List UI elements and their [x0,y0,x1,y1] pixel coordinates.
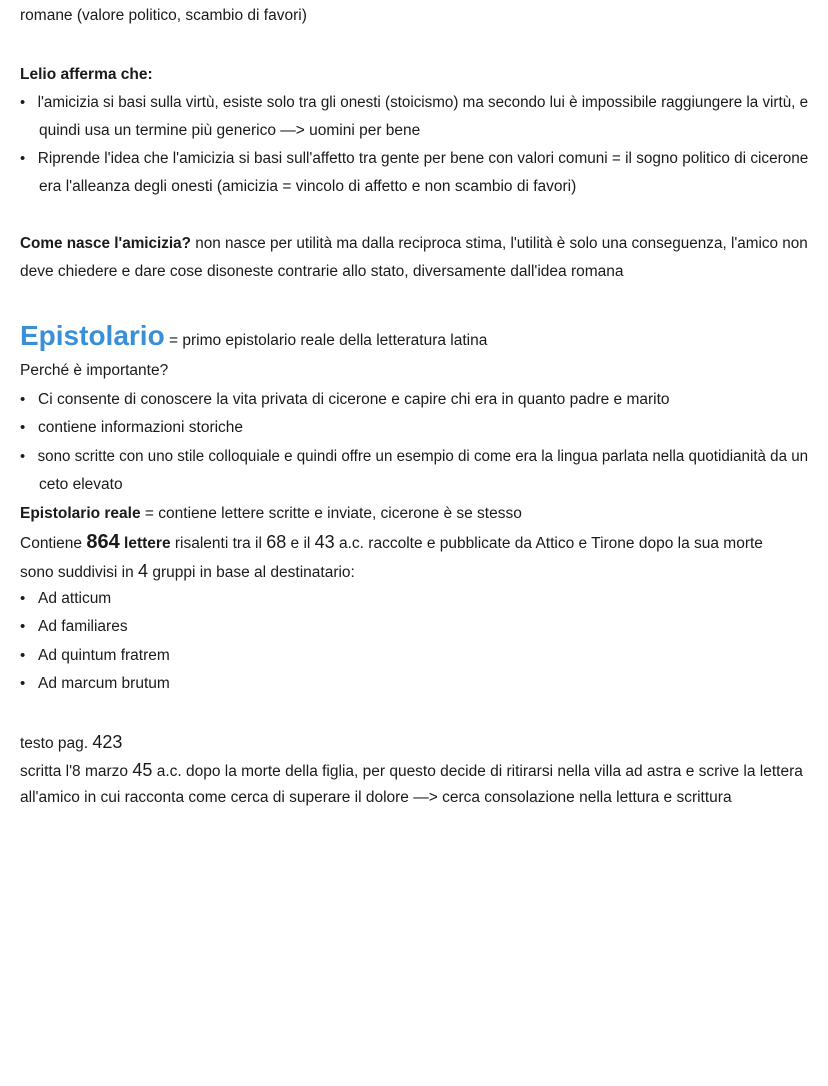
gruppo-item-label: Ad marcum brutum [38,675,170,692]
nascita-question: Come nasce l'amicizia? [20,235,192,252]
bullet-dot-icon: • [20,94,26,111]
bullet-dot-icon: • [20,150,26,167]
testo-line-1 [20,756,808,786]
gruppi-pre: sono suddivisi in [20,564,139,581]
lelio-bullet-2 [20,145,808,173]
gruppo-item [20,613,808,641]
epistolario-reale-rest: = contiene lettere scritte e inviate, cicerone è se stesso [140,505,522,522]
nascita-line-1 [20,230,808,258]
epistolario-bullet-2 [20,414,808,442]
gruppo-item-label: Ad atticum [38,590,112,607]
bullet-dot-icon: • [20,647,26,664]
gruppo-item-label: Ad quintum fratrem [38,647,170,664]
bullet-dot-icon: • [20,675,26,692]
epistolario-bullet-3-line2: ceto elevato [39,476,123,493]
testo-line1-pre: scritta l'8 marzo [20,763,133,780]
epistolario-heading-line [20,318,808,359]
testo-line1-num: 45 [132,760,153,780]
bullet-dot-icon: • [20,618,26,635]
contiene-bold: lettere [119,535,171,552]
contiene-mid2: e il [286,535,315,552]
testo-label-line [20,728,808,758]
epistolario-heading-rest: = primo epistolario reale della letteratura latina [164,332,488,349]
testo-line1-rest: a.c. dopo la morte della figlia, per questo decide di ritirarsi nella villa ad astra e scrive la lettera [152,763,803,780]
lelio-bullet-1-line2: quindi usa un termine più generico —> uomini per bene [39,122,421,139]
epistolario-reale-line [20,500,808,528]
testo-line-2: all'amico in cui racconta come cerca di superare il dolore —> cerca consolazione nella lettura e scrittura [20,789,732,806]
contiene-n2: 43 [314,532,335,552]
epistolario-bullet-1-line1: Ci consente di conoscere la vita privata di cicerone e capire chi era in quanto padre e marito [38,391,670,408]
epistolario-bullet-3-line1: sono scritte con uno stile colloquiale e quindi offre un esempio di come era la lingua parlata nella quotidianità da un [37,448,809,465]
bullet-dot-icon: • [20,448,26,465]
bullet-dot-icon: • [20,419,26,436]
lelio-title: Lelio afferma che: [20,66,153,83]
contiene-rest: a.c. raccolte e pubblicate da Attico e Tirone dopo la sua morte [334,535,763,552]
epistolario-heading: Epistolario [20,320,165,351]
gruppo-item [20,670,808,698]
nascita-line-2: deve chiedere e dare cose disoneste contrarie allo stato, diversamente dall'idea romana [20,263,624,280]
epistolario-reale-label: Epistolario reale [20,505,141,522]
epistolario-bullet-1 [20,386,808,414]
gruppo-item-label: Ad familiares [38,618,128,635]
intro-line: romane (valore politico, scambio di favori) [20,7,307,24]
epistolario-bullet-2-line1: contiene informazioni storiche [38,419,244,436]
lelio-bullet-1 [20,89,808,117]
contiene-mid1: risalenti tra il [170,535,267,552]
epistolario-question: Perché è importante? [20,362,169,379]
nascita-line1-rest: non nasce per utilità ma dalla reciproca stima, l'utilità è solo una conseguenza, l'amico non [191,235,808,252]
lelio-bullet-1-line1: l'amicizia si basi sulla virtù, esiste solo tra gli onesti (stoicismo) ma secondo lui è impossibile raggiungere la virtù, e [37,94,809,111]
contiene-num: 864 [86,531,120,553]
contiene-line [20,528,808,558]
gruppo-item [20,642,808,670]
bullet-dot-icon: • [20,391,26,408]
contiene-n1: 68 [266,532,287,552]
testo-label: testo pag. [20,735,93,752]
lelio-bullet-2-line1: Riprende l'idea che l'amicizia si basi sull'affetto tra gente per bene con valori comuni = il sogno politico di cicerone [37,150,809,167]
testo-page: 423 [92,732,123,752]
contiene-pre: Contiene [20,535,87,552]
gruppi-num: 4 [138,561,149,581]
gruppi-rest: gruppi in base al destinatario: [148,564,355,581]
bullet-dot-icon: • [20,590,26,607]
gruppi-line [20,557,808,587]
gruppo-item [20,585,808,613]
lelio-bullet-2-line2: era l'alleanza degli onesti (amicizia = vincolo di affetto e non scambio di favori) [39,178,577,195]
epistolario-bullet-3 [20,443,808,471]
